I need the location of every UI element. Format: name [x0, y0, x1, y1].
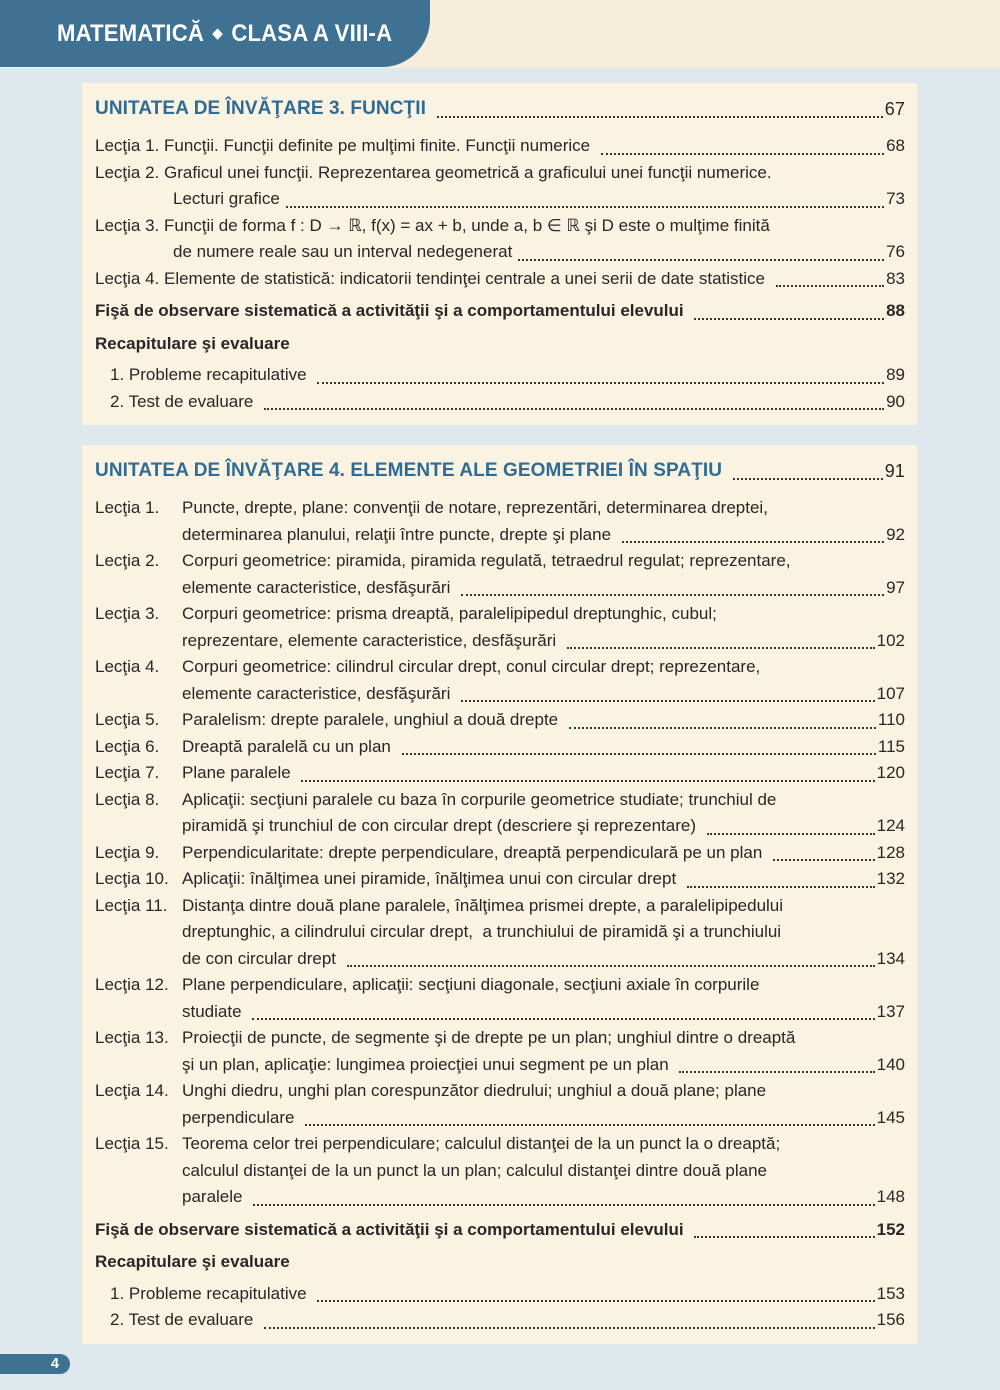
unit-heading-page: 91 [884, 461, 905, 481]
toc-entry-text: reprezentare, elemente caracteristice, desfăşurări [182, 630, 561, 650]
toc-entry-line [95, 840, 905, 867]
leader-dots [347, 965, 875, 967]
toc-entry-text: 1. Probleme recapitulative [110, 1283, 312, 1303]
toc-entry-text: Fişă de observare sistematică a activităţii şi a comportamentului elevului [95, 301, 689, 320]
toc-entry-line [95, 707, 905, 734]
leader-dots [461, 700, 875, 702]
toc-entry [95, 362, 905, 389]
toc-entry-line [95, 734, 905, 761]
page-ref: 132 [876, 869, 905, 888]
toc-entry-text: Lecţia 2. Graficul unei funcţii. Reprezentarea geometrică a graficului unei funcţii numerice. [95, 162, 772, 182]
toc-entry-text: Plane perpendiculare, aplicaţii: secţiuni diagonale, secţiuni axiale în corpurile [182, 975, 760, 994]
toc-entry-text: 2. Test de evaluare [110, 1310, 259, 1329]
lesson-label: Lecţia 12. [95, 975, 169, 994]
toc-entry-line [95, 1217, 905, 1244]
page-number-tab [0, 1354, 70, 1374]
toc-entry-line [95, 654, 905, 681]
toc-entry-line [95, 266, 905, 293]
diamond-icon: ◆ [212, 24, 224, 42]
toc-entry [95, 495, 905, 548]
toc-entry-line [95, 575, 905, 602]
toc-entry-line [95, 1052, 905, 1079]
toc-entry-line [95, 1249, 905, 1276]
toc-entry-line [95, 893, 905, 920]
lesson-label: Lecţia 13. [95, 1028, 169, 1047]
toc-entry-line [95, 946, 905, 973]
leader-dots [253, 1204, 874, 1206]
toc-entry-text: Corpuri geometrice: cilindrul circular drept, conul circular drept; reprezentare, [182, 657, 761, 676]
page-ref: 115 [877, 736, 905, 756]
toc-entry-text: studiate [182, 1001, 247, 1021]
toc-entry [95, 389, 905, 416]
page-ref: 97 [886, 577, 905, 597]
unit-heading-text: UNITATEA DE ÎNVĂŢARE 3. FUNCŢII [95, 98, 432, 119]
toc-entry-text: Paralelism: drepte paralele, unghiul a două drepte [182, 710, 563, 729]
toc-entry-line [95, 1105, 905, 1132]
page-ref: 83 [886, 268, 905, 288]
toc-entry-line [95, 1307, 905, 1334]
toc-entry-line [95, 298, 905, 325]
toc-entry-line [95, 522, 905, 549]
toc-entry-text: Puncte, drepte, plane: convenţii de notare, reprezentări, determinarea dreptei, [182, 498, 768, 517]
toc-card [82, 445, 917, 1344]
leader-dots [305, 1124, 874, 1126]
leader-dots [252, 1018, 874, 1020]
header-title [0, 20, 392, 48]
leader-dots [264, 408, 884, 410]
toc-entry-line [95, 1184, 905, 1211]
header-title-right: CLASA A VIII-A [231, 19, 393, 47]
page-ref: 73 [886, 189, 905, 208]
leader-dots [264, 1327, 875, 1329]
toc-entry-line [95, 1131, 905, 1158]
toc-entry [95, 893, 905, 973]
toc-entry [95, 298, 905, 325]
page-ref: 152 [876, 1219, 905, 1239]
toc-entry-line [95, 239, 905, 266]
toc-entry-text: Lecţia 1. Funcţii. Funcţii definite pe mulţimi finite. Funcţii numerice [95, 136, 595, 155]
leader-dots [776, 285, 884, 287]
toc-entry-text: Proiecţii de puncte, de segmente şi de drepte pe un plan; unghiul dintre o dreaptă [182, 1028, 796, 1047]
toc-entry [95, 1131, 905, 1211]
leader-dots [518, 259, 884, 261]
unit-heading [95, 457, 905, 485]
toc-entry-line [95, 186, 905, 213]
toc-entry-line [95, 628, 905, 655]
leader-dots [402, 753, 876, 755]
leader-dots [707, 833, 875, 835]
toc-entry-line [95, 1281, 905, 1308]
toc-entry-text: Aplicaţii: înălţimea unei piramide, înălţimea unui con circular drept [182, 869, 681, 888]
toc-entry-text: determinarea planului, relaţii între puncte, drepte şi plane [182, 524, 616, 544]
toc-entry-line [95, 681, 905, 708]
toc-entry-line [95, 1078, 905, 1105]
toc-entry-line [95, 919, 905, 946]
lesson-label: Lecţia 8. [95, 789, 160, 809]
page-ref: 90 [886, 391, 905, 411]
toc-entry-text: dreptunghic, a cilindrului circular drept, a trunchiului de piramidă şi a trunchiului [182, 922, 782, 941]
toc-entry-text: Plane paralele [182, 763, 296, 782]
toc-entry-text: elemente caracteristice, desfăşurări [182, 683, 456, 703]
page-ref: 68 [886, 136, 905, 155]
toc-entry [95, 707, 905, 734]
toc-entry-text: Corpuri geometrice: piramida, piramida regulată, tetraedrul regulat; reprezentare, [182, 551, 791, 570]
page-ref: 88 [886, 301, 905, 320]
leader-dots [317, 382, 884, 384]
page-ref: 102 [876, 630, 905, 650]
toc-entry-text: Distanţa dintre două plane paralele, înălţimea prismei drepte, a paralelipipedului [182, 895, 784, 915]
toc-entry-line [95, 133, 905, 160]
toc-entry-text: perpendiculare [182, 1107, 300, 1127]
toc-entry [95, 1217, 905, 1244]
leader-dots [679, 1071, 874, 1073]
toc-entry-text: calculul distanţei de la un punct la un plan; calculul distanţei dintre două plane [182, 1160, 768, 1180]
toc-entry [95, 760, 905, 787]
toc-entry-text: Recapitulare şi evaluare [95, 1252, 290, 1271]
lesson-label: Lecţia 4. [95, 657, 160, 676]
toc-entry-line [95, 972, 905, 999]
page-ref: 110 [877, 710, 905, 729]
toc-entry-text: 2. Test de evaluare [110, 391, 259, 411]
toc-entry-text: Unghi diedru, unghi plan corespunzător diedrului; unghiul a două plane; plane [182, 1081, 767, 1100]
page-ref: 124 [876, 816, 905, 835]
toc-entry-line [95, 760, 905, 787]
toc-entry-text: piramidă şi trunchiul de con circular drept (descriere şi reprezentare) [182, 816, 701, 835]
toc-entry-text: Lecţia 4. Elemente de statistică: indicatorii tendinţei centrale a unei serii de date statistice [95, 268, 770, 288]
leader-dots [437, 116, 882, 118]
leader-dots [567, 647, 875, 649]
toc-entry-line [95, 362, 905, 389]
page-ref: 145 [876, 1107, 905, 1127]
toc-entry-text: şi un plan, aplicaţie: lungimea proiecţiei unui segment pe un plan [182, 1054, 674, 1074]
unit-heading [95, 95, 905, 123]
leader-dots [694, 318, 884, 320]
leader-dots [317, 1300, 874, 1302]
header-banner [0, 0, 430, 67]
page-ref: 156 [876, 1310, 905, 1329]
toc-entry-line [95, 601, 905, 628]
toc-entry-line [95, 1158, 905, 1185]
page-ref: 137 [876, 1001, 905, 1021]
lesson-label: Lecţia 1. [95, 498, 160, 517]
toc-entry [95, 1078, 905, 1131]
toc-entry-text: Dreaptă paralelă cu un plan [182, 736, 396, 756]
toc-entry-text: paralele [182, 1187, 248, 1206]
page-ref: 92 [886, 524, 905, 544]
lesson-label: Lecţia 7. [95, 763, 160, 782]
toc-entry-line [95, 813, 905, 840]
page-ref: 89 [886, 365, 905, 384]
toc-entry-text: Recapitulare şi evaluare [95, 333, 290, 353]
toc-entry [95, 133, 905, 160]
leader-dots [733, 478, 882, 480]
toc-entry-text: Lecţia 3. Funcţii de forma f : D → ℝ, f(x) = ax + b, unde a, b ∈ ℝ şi D este o mulţime finită [95, 215, 770, 235]
lesson-label: Lecţia 15. [95, 1134, 169, 1153]
toc-entry [95, 734, 905, 761]
toc-entry [95, 1025, 905, 1078]
lesson-label: Lecţia 14. [95, 1081, 169, 1100]
toc-entry [95, 1281, 905, 1308]
toc-entry-text: Lecturi grafice [173, 189, 280, 208]
header-title-left: MATEMATICĂ [57, 19, 205, 47]
toc-entry [95, 601, 905, 654]
leader-dots [773, 859, 875, 861]
unit-heading-page: 67 [884, 99, 905, 119]
toc-entry-text: Corpuri geometrice: prisma dreaptă, paralelipipedul dreptunghic, cubul; [182, 604, 717, 623]
toc-entry [95, 654, 905, 707]
toc-entry [95, 972, 905, 1025]
lesson-label: Lecţia 2. [95, 551, 160, 570]
toc-entry-line [95, 213, 905, 240]
leader-dots [687, 886, 875, 888]
toc-entry-line [95, 866, 905, 893]
toc-entry-line [95, 160, 905, 187]
toc-entry-text: elemente caracteristice, desfăşurări [182, 577, 456, 597]
leader-dots [622, 541, 884, 543]
lesson-label: Lecţia 5. [95, 710, 160, 729]
toc-entry-line [95, 999, 905, 1026]
toc-entry-line [95, 495, 905, 522]
lesson-label: Lecţia 9. [95, 842, 160, 862]
toc-entry-text: 1. Probleme recapitulative [110, 365, 312, 384]
leader-dots [301, 780, 874, 782]
toc-entry-text: de numere reale sau un interval nedegenerat [173, 242, 513, 261]
toc-entry [95, 1249, 905, 1276]
toc-entry-text: Perpendicularitate: drepte perpendiculare, dreaptă perpendiculară pe un plan [182, 842, 768, 862]
toc-entry-text: Fişă de observare sistematică a activităţii şi a comportamentului elevului [95, 1219, 689, 1239]
toc-entry [95, 866, 905, 893]
toc-entry-line [95, 389, 905, 416]
leader-dots [461, 594, 884, 596]
toc-card [82, 83, 917, 425]
unit-heading-text: UNITATEA DE ÎNVĂŢARE 4. ELEMENTE ALE GEOMETRIEI ÎN SPAŢIU [95, 460, 728, 481]
toc-entry [95, 213, 905, 266]
leader-dots [694, 1236, 874, 1238]
toc-entry [95, 160, 905, 213]
toc-entry [95, 266, 905, 293]
page-ref: 128 [876, 842, 905, 862]
toc-entry-line [95, 548, 905, 575]
toc-entry-text: Teorema celor trei perpendiculare; calculul distanţei de la un punct la o dreaptă; [182, 1134, 781, 1153]
toc-entry-line [95, 1025, 905, 1052]
page-ref: 120 [876, 763, 905, 782]
page-ref: 153 [876, 1283, 905, 1303]
page-number: 4 [50, 1356, 59, 1372]
page-ref: 107 [876, 683, 905, 703]
toc-entry [95, 840, 905, 867]
toc-entry [95, 787, 905, 840]
page-ref: 76 [886, 242, 905, 261]
page-ref: 140 [876, 1054, 905, 1074]
lesson-label: Lecţia 6. [95, 736, 160, 756]
lesson-label: Lecţia 11. [95, 895, 168, 915]
toc-entry-line [95, 331, 905, 358]
toc-entry-line [95, 787, 905, 814]
page-ref: 148 [876, 1187, 905, 1206]
toc-entry [95, 1307, 905, 1334]
leader-dots [569, 727, 876, 729]
leader-dots [286, 206, 884, 208]
lesson-label: Lecţia 3. [95, 604, 160, 623]
toc-entry-text: de con circular drept [182, 948, 341, 968]
leader-dots [601, 153, 884, 155]
lesson-label: Lecţia 10. [95, 869, 169, 888]
page-ref: 134 [876, 948, 905, 968]
toc-entry-text: Aplicaţii: secţiuni paralele cu baza în corpurile geometrice studiate; trunchiul de [182, 789, 777, 809]
toc-entry [95, 548, 905, 601]
toc-entry [95, 331, 905, 358]
